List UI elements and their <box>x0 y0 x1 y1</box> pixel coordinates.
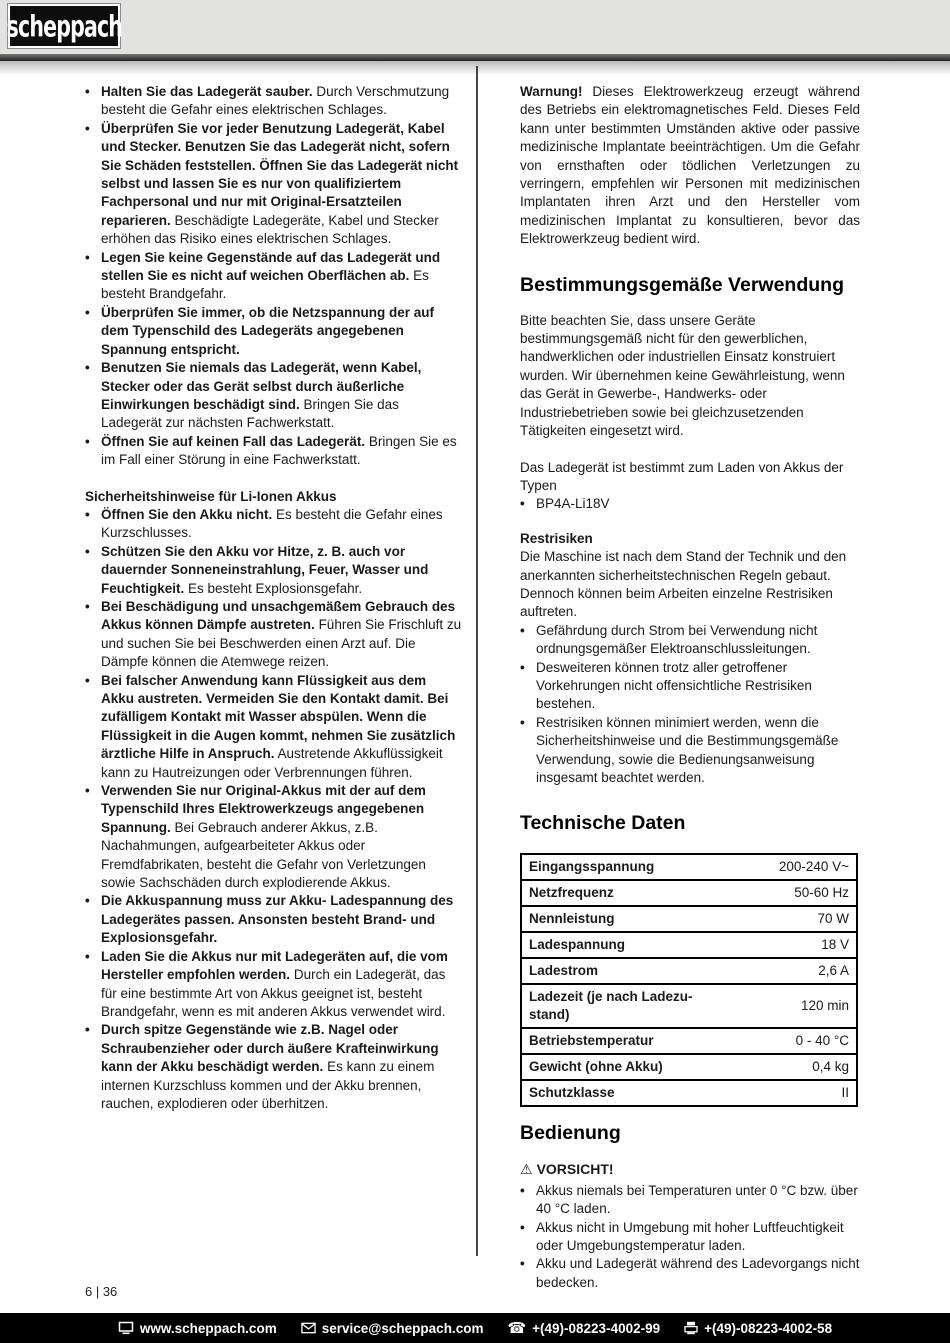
phone-text: +(49)-08223-4002-99 <box>532 1320 661 1336</box>
bullet-icon <box>85 506 101 543</box>
list-item-text: Desweiteren können trotz aller getroffener Vorkehrungen nicht offensichtliche Restrisiken bestehen. <box>536 659 812 712</box>
logo-text: scheppach <box>6 8 122 44</box>
bullet-icon <box>85 249 101 304</box>
bullet-icon <box>85 672 101 782</box>
list-item <box>520 495 860 513</box>
table-row <box>521 958 857 984</box>
header-shadow <box>0 61 950 75</box>
spec-label: Schutzklasse <box>521 1080 729 1106</box>
charger-purpose-paragraph: Das Ladegerät ist bestimmt zum Laden von Akkus der Typen <box>520 459 844 493</box>
spec-value: 0 - 40 °C <box>729 1028 857 1054</box>
spec-value: 70 W <box>729 906 857 932</box>
list-item-text: Überprüfen Sie vor jeder Benutzung Ladegerät, Kabel und Stecker. Benutzen Sie das Ladegerät nicht, sofern Sie Schäden feststellen. Öffnen Sie das Ladegerät nicht selbst und lassen Sie es nur von qualifiziertem Fachpersonal und nur mit Original-Ersatzteilen reparieren. Beschädigte Ladegeräte, Kabel und Stecker erhöhen das Risiko eines elektrischen Schlages. <box>101 120 459 247</box>
monitor-icon <box>118 1321 134 1335</box>
bullet-icon <box>520 714 536 788</box>
list-item <box>520 1182 860 1219</box>
email-text: service@scheppach.com <box>321 1320 484 1336</box>
list-item-text: Benutzen Sie niemals das Ladegerät, wenn Kabel, Stecker oder das Gerät selbst durch äußerliche Einwirkungen beschädigt sind. Bringen Sie das Ladegerät zur nächsten Fachwerkstatt. <box>101 360 422 431</box>
liion-safety-list <box>85 506 462 1113</box>
spec-value: 0,4 kg <box>729 1054 857 1080</box>
spec-value: 50-60 Hz <box>729 880 857 906</box>
email-icon <box>301 1322 316 1334</box>
list-item <box>520 1219 860 1256</box>
section-title-operation: Bedienung <box>520 1122 621 1145</box>
list-item-text: Schützen Sie den Akku vor Hitze, z. B. auch vor dauernder Sonneneinstrahlung, Feuer, Wasser und Feuchtigkeit. Es besteht Explosionsgefahr. <box>101 543 429 596</box>
caution-heading: ⚠ VORSICHT! <box>520 1161 614 1179</box>
caution-list <box>520 1182 860 1292</box>
spec-label: Netzfrequenz <box>521 880 729 906</box>
list-item <box>85 543 462 598</box>
phone-icon: ☎ <box>507 1318 527 1337</box>
footer-contact-bar <box>0 1313 950 1343</box>
section-title-intended-use: Bestimmungsgemäße Verwendung <box>520 273 844 296</box>
list-item <box>85 598 462 672</box>
table-row <box>521 984 857 1028</box>
left-column <box>85 83 462 1113</box>
bullet-icon <box>85 304 101 359</box>
table-row <box>521 1028 857 1054</box>
list-item-text: Akku und Ladegerät während des Ladevorgangs nicht bedecken. <box>536 1256 860 1290</box>
bullet-icon <box>85 433 101 470</box>
battery-type-list <box>520 495 860 513</box>
bullet-icon <box>520 1255 536 1292</box>
list-item <box>85 672 462 782</box>
bullet-icon <box>520 1219 536 1256</box>
bullet-icon <box>85 598 101 672</box>
table-row <box>521 932 857 958</box>
spec-label: Nennleistung <box>521 906 729 932</box>
residual-risks-list <box>520 622 860 788</box>
bullet-icon <box>85 83 101 120</box>
right-column <box>520 83 860 1292</box>
phone-item <box>507 1318 661 1337</box>
website-text: www.scheppach.com <box>139 1320 277 1336</box>
table-row <box>521 880 857 906</box>
scheppach-logo <box>8 4 120 48</box>
spec-label: Eingangsspannung <box>521 854 729 880</box>
bullet-icon <box>85 1021 101 1113</box>
fax-text: +(49)-08223-4002-58 <box>704 1320 833 1336</box>
list-item <box>85 1021 462 1113</box>
bullet-icon <box>85 782 101 892</box>
liion-safety-heading: Sicherheitshinweise für Li-Ionen Akkus <box>85 488 337 504</box>
bullet-icon <box>85 543 101 598</box>
column-divider <box>476 66 478 1256</box>
list-item-text: Bei Beschädigung und unsachgemäßem Gebrauch des Akkus können Dämpfe austreten. Führen Sie Frischluft zu und suchen Sie bei Beschwerden einen Arzt auf. Die Dämpfe können die Atemwege reizen. <box>101 598 462 670</box>
spec-label: Gewicht (ohne Akku) <box>521 1054 729 1080</box>
spec-value: 200-240 V~ <box>729 854 857 880</box>
list-item <box>85 120 462 249</box>
spec-label: Ladespannung <box>521 932 729 958</box>
list-item-text: Öffnen Sie auf keinen Fall das Ladegerät. Bringen Sie es im Fall einer Störung in eine Fachwerkstatt. <box>101 433 457 468</box>
list-item <box>85 506 462 543</box>
residual-risks-paragraph: Die Maschine ist nach dem Stand der Technik und den anerkannten sicherheitstechnischen Regeln gebaut. Dennoch können beim Arbeiten einzelne Restrisiken auftreten. <box>520 549 847 620</box>
list-item-text: Gefährdung durch Strom bei Verwendung nicht ordnungsgemäßer Elektroanschlussleitungen. <box>536 622 818 657</box>
list-item-text: Restrisiken können minimiert werden, wenn die Sicherheitshinweise und die Bestimmungsgemäße Verwendung, sowie die Bedienungsanweisung insgesamt beachtet werden. <box>536 714 839 785</box>
list-item-text: Durch spitze Gegenstände wie z.B. Nagel oder Schraubenzieher oder durch äußere Krafteinwirkung kann der Akku beschädigt werden. Es kann zu einem internen Kurzschluss kommen und der Akku brennen, rauchen, explodieren oder überhitzen. <box>101 1022 439 1111</box>
list-item <box>520 1255 860 1292</box>
list-item-text: Bei falscher Anwendung kann Flüssigkeit aus dem Akku austreten. Vermeiden Sie den Kontakt damit. Bei zufälligem Kontakt mit Wasser abspülen. Wenn die Flüssigkeit in die Augen kommt, nehmen Sie zusätzlich ärztliche Hilfe in Anspruch. Austretende Akkuflüssigkeit kann zu Hautreizungen oder Verbrennungen führen. <box>101 672 456 780</box>
email-item <box>301 1321 484 1336</box>
header-band <box>0 0 950 54</box>
list-item <box>520 659 860 714</box>
list-item <box>85 249 462 304</box>
list-item-text: Laden Sie die Akkus nur mit Ladegeräten auf, die vom Hersteller empfohlen werden. Durch ein Ladegerät, das für eine bestimmte Art von Akkus geeignet ist, besteht Brandgefahr, wenn es mit anderen Akkus verwendet wird. <box>101 948 448 1019</box>
bullet-icon <box>85 948 101 1022</box>
spec-value: II <box>729 1080 857 1106</box>
charger-safety-list <box>85 83 462 470</box>
intended-use-paragraph: Bitte beachten Sie, dass unsere Geräte bestimmungsgemäß nicht für den gewerblichen, handwerklichen oder industriellen Einsatz konstruiert wurden. Wir übernehmen keine Gewährleistung, wenn das Gerät in Gewerbe-, Handwerks- oder Industriebetrieben sowie bei gleichzusetzenden Tätigkeiten eingesetzt wird. <box>520 312 845 439</box>
page-number: 6 | 36 <box>85 1284 118 1299</box>
battery-type: BP4A-Li18V <box>536 496 610 512</box>
bullet-icon <box>520 622 536 659</box>
list-item-text: Akkus nicht in Umgebung mit hoher Luftfeuchtigkeit oder Umgebungstemperatur laden. <box>536 1219 844 1254</box>
list-item-text: Verwenden Sie nur Original-Akkus mit der auf dem Typenschild Ihres Elektrowerkzeugs angegebenen Spannung. Bei Gebrauch anderer Akkus, z.B. Nachahmungen, aufgearbeiteter Akkus oder Fremdfabrikaten, besteht die Gefahr von Verletzungen sowie Sachschäden durch explodierende Akkus. <box>101 783 426 891</box>
spec-label: Ladestrom <box>521 958 729 984</box>
list-item <box>85 948 462 1022</box>
list-item <box>85 782 462 892</box>
bullet-icon <box>520 495 536 513</box>
spec-value: 2,6 A <box>729 958 857 984</box>
list-item-text: Legen Sie keine Gegenstände auf das Ladegerät und stellen Sie es nicht auf weichen Oberflächen ab. Es besteht Brandgefahr. <box>101 249 441 302</box>
list-item-text: Die Akkuspannung muss zur Akku- Ladespannung des Ladegerätes passen. Ansonsten besteht Brand- und Explosionsgefahr. <box>101 893 454 946</box>
spec-label: Betriebstemperatur <box>521 1028 729 1054</box>
table-row <box>521 854 857 880</box>
list-item <box>520 714 860 788</box>
header-rule <box>0 54 950 61</box>
list-item-text: Öffnen Sie den Akku nicht. Es besteht die Gefahr eines Kurzschlusses. <box>101 506 443 541</box>
table-row <box>521 906 857 932</box>
list-item-text: Überprüfen Sie immer, ob die Netzspannung der auf dem Typenschild des Ladegeräts angegebenen Spannung entspricht. <box>101 304 435 357</box>
list-item <box>85 304 462 359</box>
residual-risks-heading: Restrisiken <box>520 530 593 546</box>
bullet-icon <box>85 120 101 249</box>
website-item <box>118 1321 277 1336</box>
list-item <box>85 892 462 947</box>
bullet-icon <box>85 892 101 947</box>
list-item <box>85 83 462 120</box>
bullet-icon <box>520 659 536 714</box>
bullet-icon <box>520 1182 536 1219</box>
warning-triangle-icon: ⚠ <box>520 1162 533 1179</box>
technical-data-table <box>520 853 858 1107</box>
spec-label: Ladezeit (je nach Ladezu-stand) <box>521 984 729 1028</box>
spec-value: 120 min <box>729 984 857 1028</box>
warning-paragraph: Warnung! Dieses Elektrowerkzeug erzeugt während des Betriebs ein elektromagnetisches Feld. Dieses Feld kann unter bestimmten Umständen aktive oder passive medizinische Implantate beeinträchtigen. Um die Gefahr von ernsthaften oder tödlichen Verletzungen zu verringern, empfehlen wir Personen mit medizinischen Implantaten ihren Arzt und den Hersteller vom medizinischen Implantat zu konsultieren, bevor das Elektrowerkzeug bedient wird. <box>520 84 860 247</box>
fax-icon <box>684 1321 698 1335</box>
list-item-text: Akkus niemals bei Temperaturen unter 0 °C bzw. über 40 °C laden. <box>536 1182 858 1217</box>
list-item <box>85 359 462 433</box>
list-item <box>520 622 860 659</box>
spec-value: 18 V <box>729 932 857 958</box>
list-item <box>85 433 462 470</box>
table-row <box>521 1054 857 1080</box>
section-title-technical-data: Technische Daten <box>520 812 686 835</box>
list-item-text: Halten Sie das Ladegerät sauber. Durch Verschmutzung besteht die Gefahr eines elektrischen Schlages. <box>101 84 450 118</box>
bullet-icon <box>85 359 101 433</box>
fax-item <box>684 1321 832 1336</box>
table-row <box>521 1080 857 1106</box>
